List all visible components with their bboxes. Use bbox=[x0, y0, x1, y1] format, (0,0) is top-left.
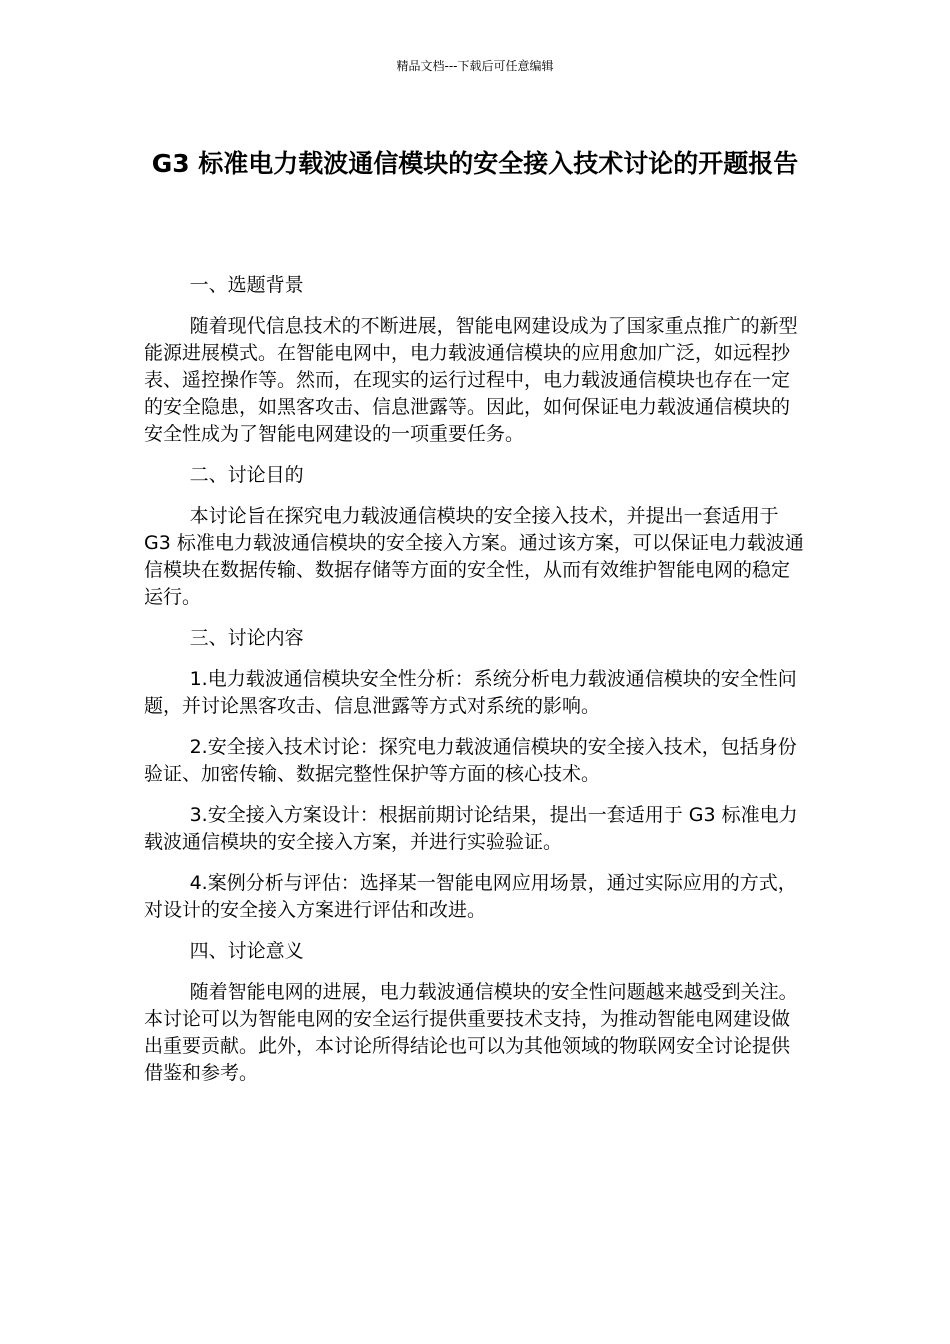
section-heading-significance: 四、讨论意义 bbox=[189, 940, 304, 962]
content-item-4: 4.案例分析与评估：选择某一智能电网应用场景，通过实际应用的方式，对设计的安全接入方案进行评估和改进。 bbox=[144, 872, 797, 921]
section-heading-background: 一、选题背景 bbox=[189, 274, 304, 296]
header-note: 精品文档---下载后可任意编辑 bbox=[396, 59, 554, 73]
document-title: G3 标准电力载波通信模块的安全接入技术讨论的开题报告 bbox=[151, 149, 799, 178]
paragraph-significance: 随着智能电网的进展，电力载波通信模块的安全性问题越来越受到关注。本讨论可以为智能电网的安全运行提供重要技术支持，为推动智能电网建设做出重要贡献。此外，本讨论所得结论也可以为其他领域的物联网安全讨论提供借鉴和参考。 bbox=[144, 981, 798, 1084]
paragraph-background: 随着现代信息技术的不断进展，智能电网建设成为了国家重点推广的新型能源进展模式。在智能电网中，电力载波通信模块的应用愈加广泛，如远程抄表、遥控操作等。然而，在现实的运行过程中，电力载波通信模块也存在一定的安全隐患，如黑客攻击、信息泄露等。因此，如何保证电力载波通信模块的安全性成为了智能电网建设的一项重要任务。 bbox=[144, 315, 798, 445]
content-item-1: 1.电力载波通信模块安全性分析：系统分析电力载波通信模块的安全性问题，并讨论黑客攻击、信息泄露等方式对系统的影响。 bbox=[144, 668, 797, 717]
section-heading-content: 三、讨论内容 bbox=[189, 627, 304, 649]
paragraph-purpose: 本讨论旨在探究电力载波通信模块的安全接入技术，并提出一套适用于 G3 标准电力载波通信模块的安全接入方案。通过该方案，可以保证电力载波通信模块在数据传输、数据存储等方面的安全性，从而有效维护智能电网的稳定运行。 bbox=[144, 505, 804, 608]
section-heading-purpose: 二、讨论目的 bbox=[189, 464, 304, 486]
document-body bbox=[144, 272, 808, 1101]
content-item-2: 2.安全接入技术讨论：探究电力载波通信模块的安全接入技术，包括身份验证、加密传输、数据完整性保护等方面的核心技术。 bbox=[144, 736, 797, 785]
content-item-3: 3.安全接入方案设计：根据前期讨论结果，提出一套适用于 G3 标准电力载波通信模块的安全接入方案，并进行实验验证。 bbox=[144, 804, 798, 853]
